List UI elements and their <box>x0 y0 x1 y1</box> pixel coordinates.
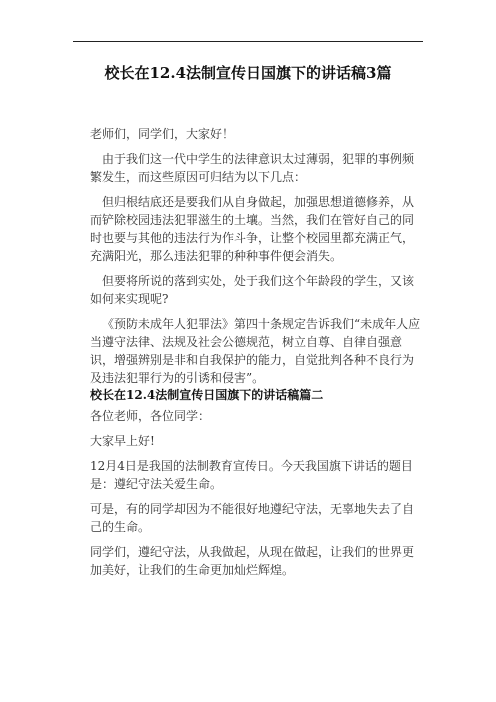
paragraph: 《预防未成年人犯罪法》第四十条规定告诉我们“未成年人应当遵守法律、法规及社会公德规范，树立自尊、自律自强意识，增强辨别是非和自我保护的能力，自觉批判各种不良行为及违法犯罪行为的引诱和侵害”。 <box>90 317 421 385</box>
section-heading: 校长在12.4法制宣传日国旗下的讲话稿篇二 <box>90 388 324 402</box>
paragraph: 但要将所说的落到实处，处于我们这个年龄段的学生，又该如何来实现呢? <box>90 274 415 306</box>
paragraph: 12月4日是我国的法制教育宣传日。今天我国旗下讲话的题目是：遵纪守法关爱生命。 <box>90 459 413 491</box>
paragraph: 同学们，遵纪守法，从我做起，从现在做起，让我们的世界更加美好，让我们的生命更加灿烂辉煌。 <box>90 545 415 577</box>
paragraph: 但归根结底还是要我们从自身做起，加强思想道德修养，从而铲除校园违法犯罪滋生的土壤。当然，我们在管好自己的同时也要与其他的违法行为作斗争，让整个校园里都充满正气，充满阳光，那么违法犯罪的种种事件便会消失。 <box>90 195 415 263</box>
speech-two <box>90 407 424 586</box>
paragraph-greeting: 老师们，同学们，大家好！ <box>90 127 235 141</box>
paragraph: 由于我们这一代中学生的法律意识太过薄弱，犯罪的事例频繁发生，而这些原因可归结为以下几点： <box>90 152 415 184</box>
paragraph-greeting: 各位老师，各位同学： <box>90 409 211 423</box>
paragraph-greeting: 大家早上好! <box>90 434 155 448</box>
speech-one <box>90 125 424 394</box>
paragraph: 可是，有的同学却因为不能很好地遵纪守法，无辜地失去了自己的生命。 <box>90 502 415 534</box>
document-title: 校长在12.4法制宣传日国旗下的讲话稿3篇 <box>104 64 392 82</box>
header-rule <box>73 41 423 42</box>
